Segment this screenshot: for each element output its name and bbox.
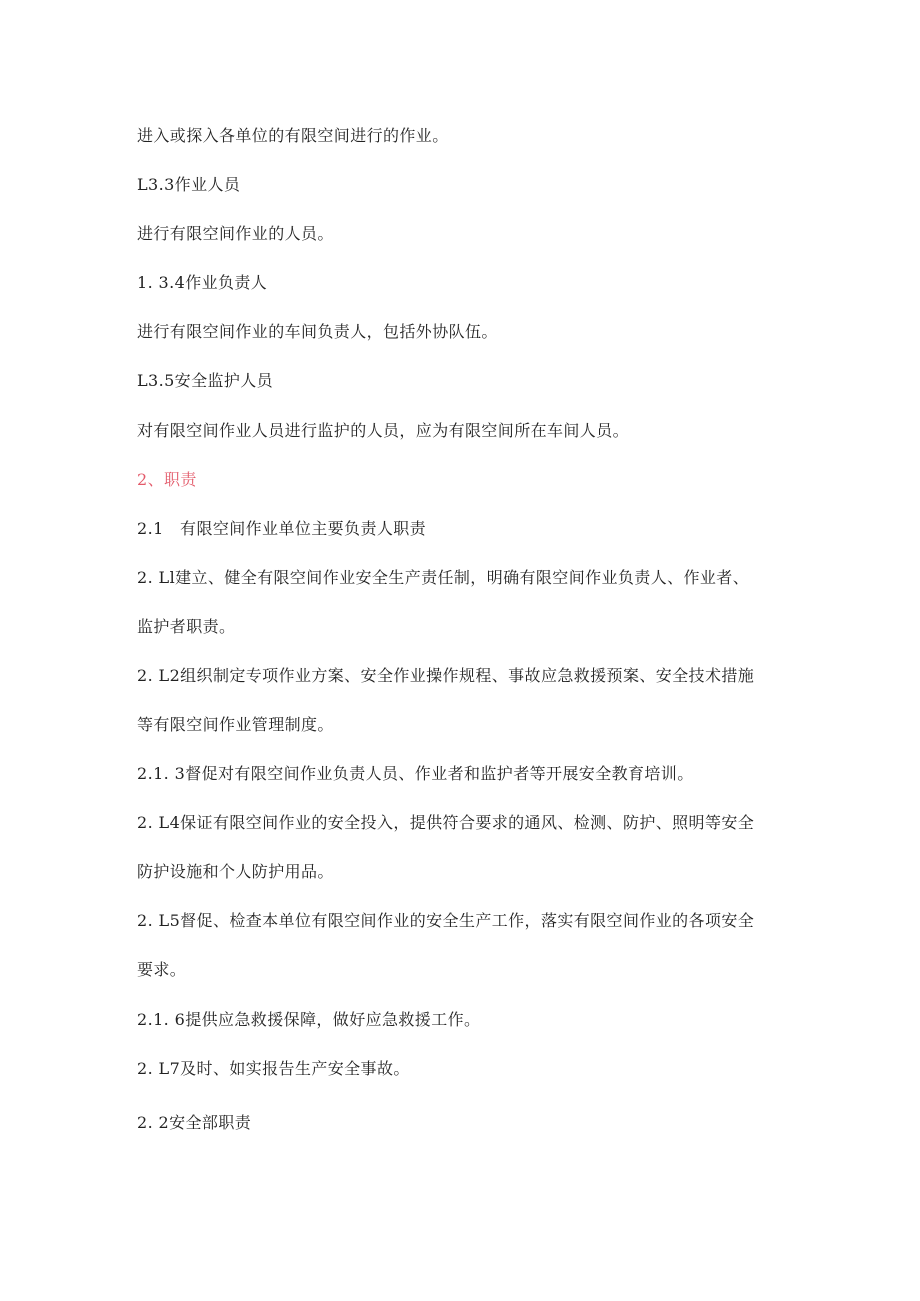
text-line-20: 2. L7及时、如实报告生产安全事故。 (137, 1059, 410, 1078)
text-line-17: 2. L5督促、检查本单位有限空间作业的安全生产工作，落实有限空间作业的各项安全 (137, 911, 755, 930)
section-heading-3-3: L3.3作业人员 (137, 175, 241, 194)
text-line-15: 2. L4保证有限空间作业的安全投入，提供符合要求的通风、检测、防护、照明等安全 (137, 813, 755, 832)
text-line-1: 进入或探入各单位的有限空间进行的作业。 (137, 126, 449, 145)
chapter-heading-responsibilities: 2、职责 (137, 470, 197, 489)
text-line-12: 2. L2组织制定专项作业方案、安全作业操作规程、事故应急救援预案、安全技术措施 (137, 666, 755, 685)
text-line-13: 等有限空间作业管理制度。 (137, 715, 334, 734)
text-line-14: 2.1. 3督促对有限空间作业负责人员、作业者和监护者等开展安全教育培训。 (137, 764, 694, 783)
text-line-16: 防护设施和个人防护用品。 (137, 862, 334, 881)
section-heading-3-4: 1. 3.4作业负责人 (137, 273, 268, 292)
text-line-19: 2.1. 6提供应急救援保障，做好应急救援工作。 (137, 1010, 481, 1029)
text-line-11: 监护者职责。 (137, 617, 236, 636)
text-line-3: 进行有限空间作业的人员。 (137, 224, 334, 243)
text-line-10: 2. Ll建立、健全有限空间作业安全生产责任制，明确有限空间作业负责人、作业者、 (137, 568, 750, 587)
section-heading-3-5: L3.5安全监护人员 (137, 371, 274, 390)
text-line-5: 进行有限空间作业的车间负责人，包括外协队伍。 (137, 322, 498, 341)
section-heading-2-1: 2.1 有限空间作业单位主要负责人职责 (137, 519, 427, 538)
section-heading-2-2: 2. 2安全部职责 (137, 1113, 252, 1132)
text-line-7: 对有限空间作业人员进行监护的人员，应为有限空间所在车间人员。 (137, 421, 630, 440)
text-line-18: 要求。 (137, 960, 187, 979)
